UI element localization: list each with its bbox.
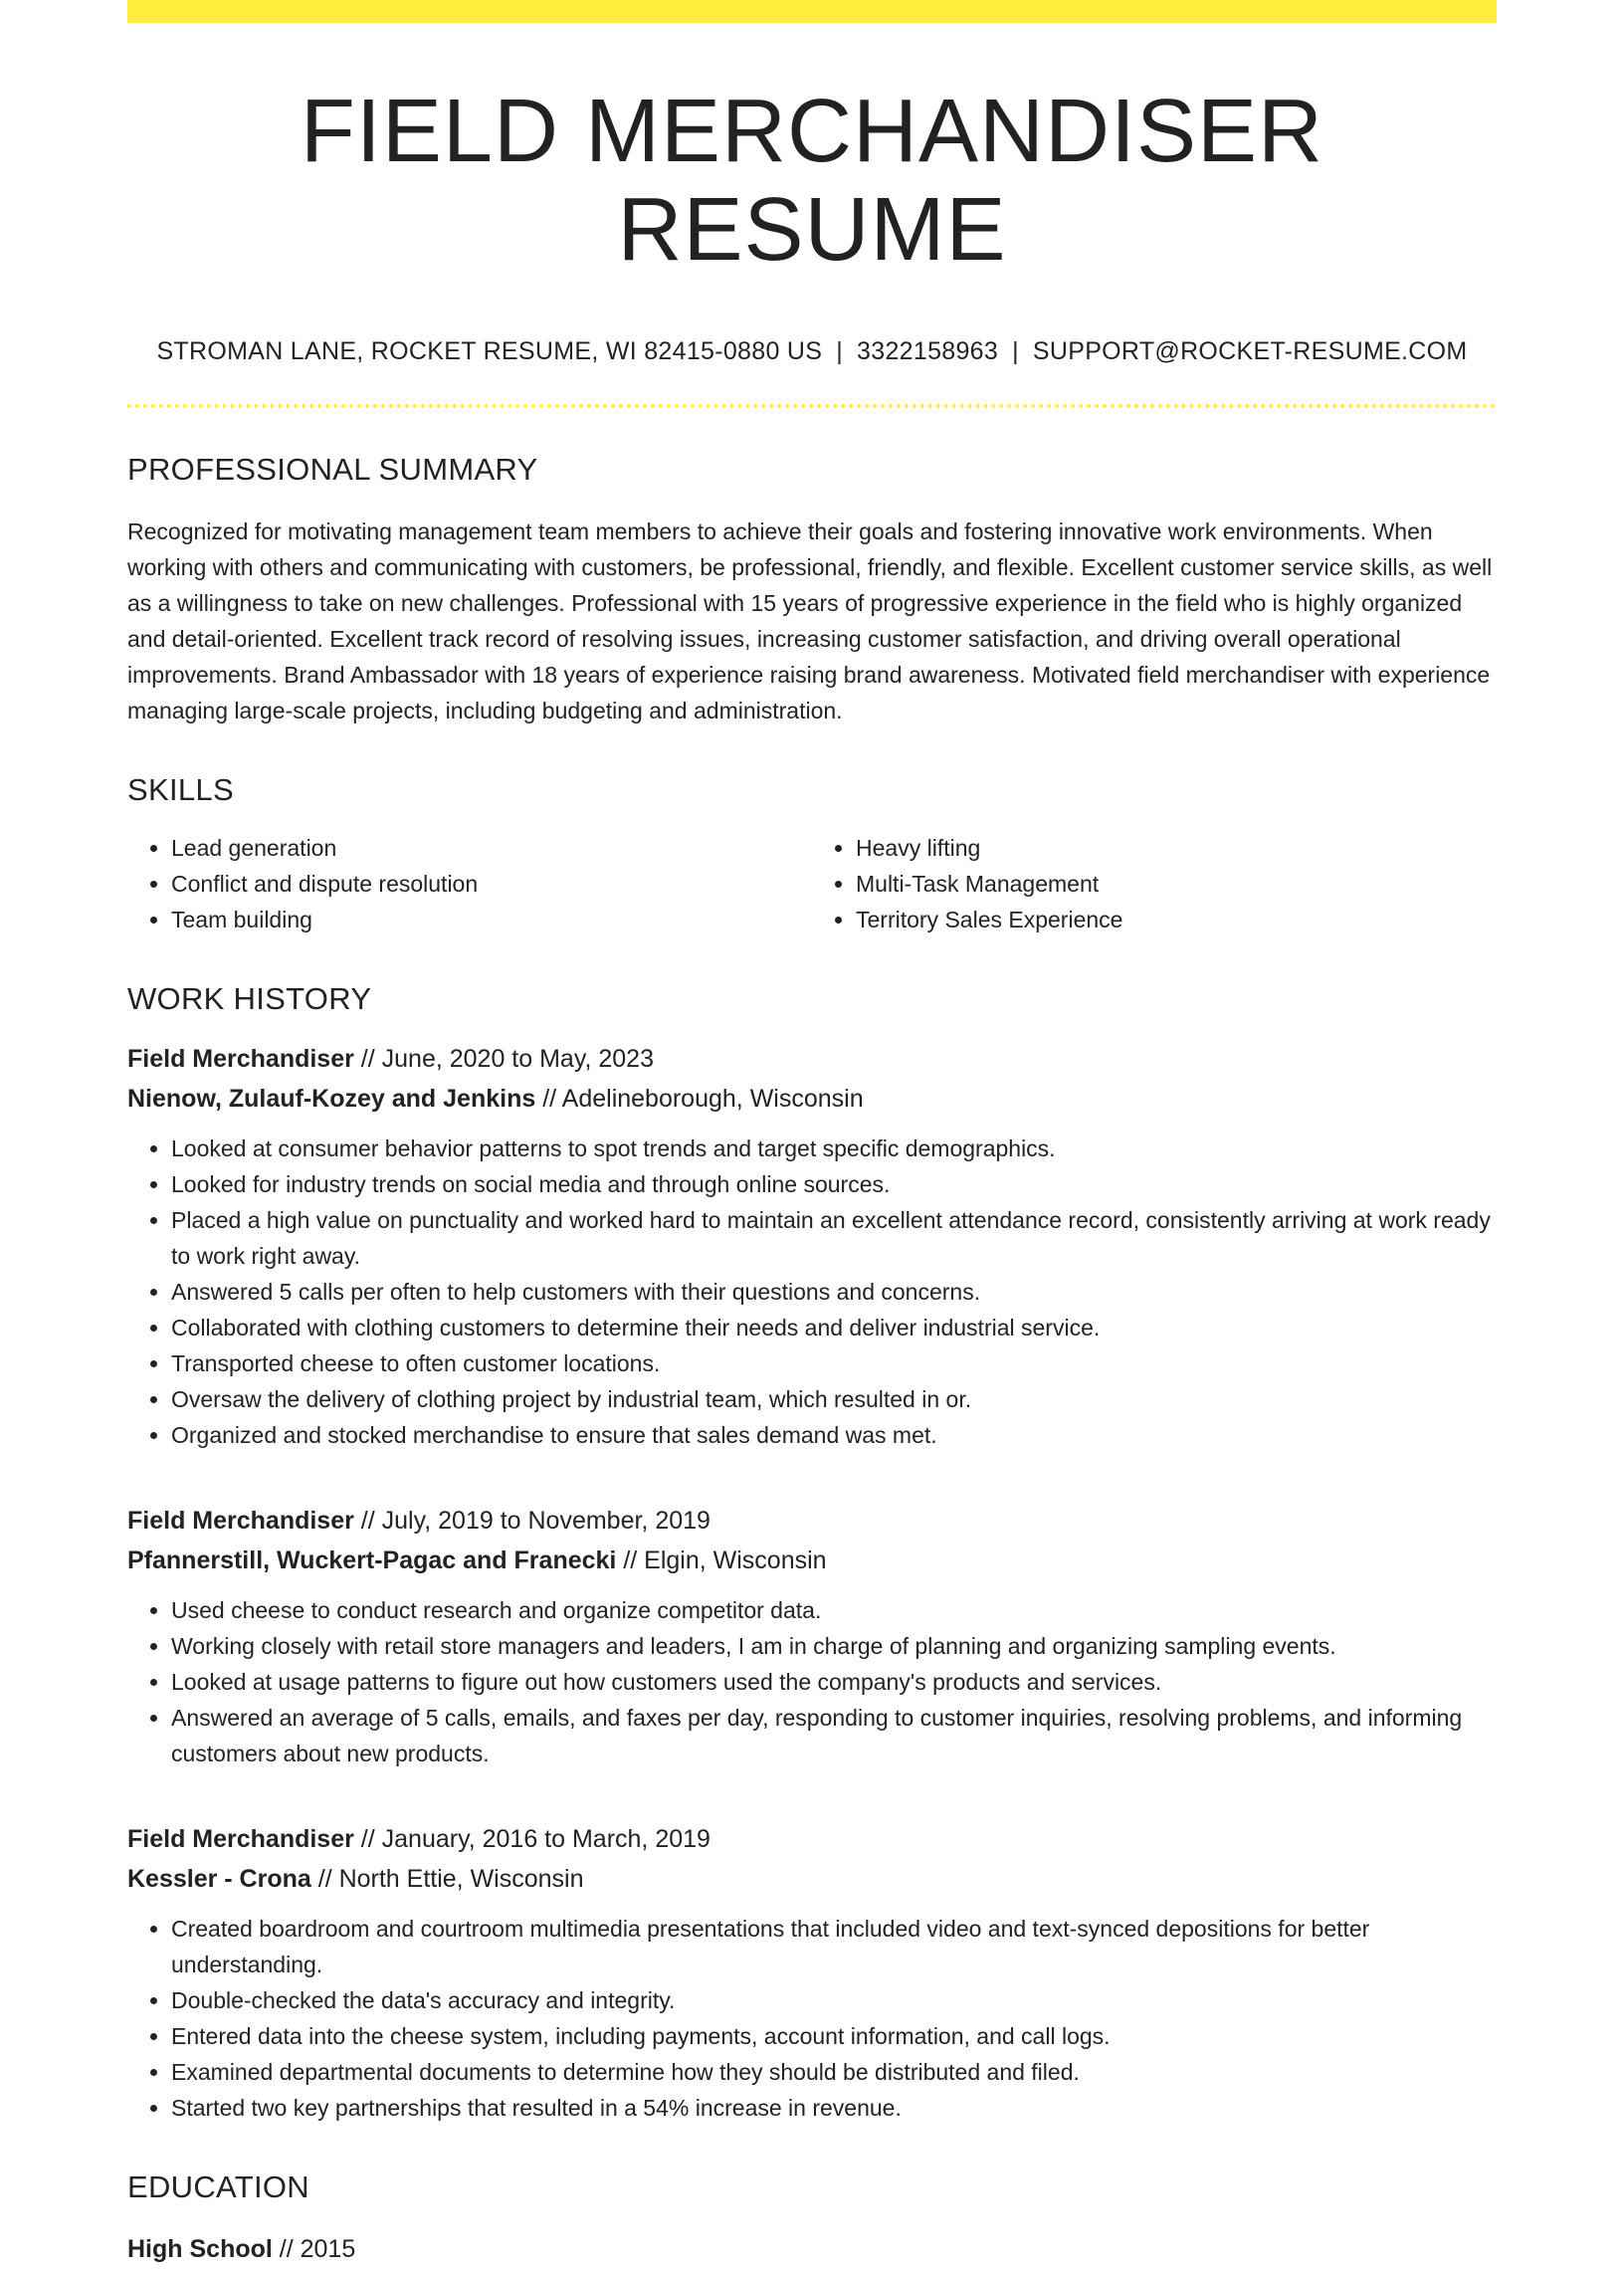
education-year: // 2015 (272, 2235, 356, 2263)
job-title: Field Merchandiser (127, 1825, 354, 1853)
job-bullet: • Looked at consumer behavior patterns to spot trends and target specific demographics. (171, 1131, 1497, 1166)
job-dates: // January, 2016 to March, 2019 (353, 1825, 710, 1853)
contact-line (127, 337, 1497, 366)
skills-right-column (812, 830, 1497, 937)
job-company-line (127, 1541, 1497, 1580)
job-bullet: • Answered an average of 5 calls, emails, and faxes per day, responding to customer inquiries, resolving problems, and informing customers about new products. (171, 1700, 1497, 1771)
job-bullet: • Oversaw the delivery of clothing project by industrial team, which resulted in or. (171, 1381, 1497, 1417)
job-company-line (127, 1079, 1497, 1119)
top-accent-bar (127, 0, 1497, 23)
resume-title: FIELD MERCHANDISER RESUME (300, 82, 1324, 280)
job-company: Pfannerstill, Wuckert-Pagac and Franecki (127, 1547, 617, 1574)
job-title-line (127, 1501, 1497, 1541)
resume-page (127, 0, 1497, 2269)
job-entry (127, 1501, 1497, 1771)
job-dates: // July, 2019 to November, 2019 (353, 1507, 710, 1535)
skill-item: • Conflict and dispute resolution (171, 866, 812, 902)
education-entry (127, 2229, 1497, 2269)
contact-separator: | (1012, 337, 1019, 365)
job-entry (127, 1039, 1497, 1453)
job-bullet: • Placed a high value on punctuality and worked hard to maintain an excellent attendance record, consistently arriving at work ready to work right away. (171, 1202, 1497, 1274)
job-location: // Elgin, Wisconsin (616, 1547, 827, 1574)
contact-separator: | (836, 337, 844, 365)
job-bullets (127, 1911, 1497, 2126)
job-title: Field Merchandiser (127, 1045, 354, 1073)
job-bullet: • Used cheese to conduct research and organize competitor data. (171, 1592, 1497, 1628)
job-title: Field Merchandiser (127, 1507, 354, 1535)
skills-left-column (127, 830, 812, 937)
summary-heading: PROFESSIONAL SUMMARY (127, 452, 538, 487)
job-title-line (127, 1819, 1497, 1859)
phone: 3322158963 (857, 337, 999, 365)
job-entry (127, 1819, 1497, 2126)
job-bullets (127, 1131, 1497, 1453)
job-bullets (127, 1592, 1497, 1771)
email: SUPPORT@ROCKET-RESUME.COM (1032, 337, 1468, 365)
skill-item: • Lead generation (171, 830, 812, 866)
job-company-line (127, 1859, 1497, 1899)
job-bullet: • Collaborated with clothing customers to determine their needs and deliver industrial service. (171, 1310, 1497, 1345)
work-history-heading: WORK HISTORY (127, 981, 372, 1016)
job-bullet: • Looked at usage patterns to figure out how customers used the company's products and services. (171, 1664, 1497, 1700)
job-bullet: • Organized and stocked merchandise to ensure that sales demand was met. (171, 1417, 1497, 1453)
skill-item: • Heavy lifting (856, 830, 1497, 866)
skills-list (127, 830, 1497, 937)
address: STROMAN LANE, ROCKET RESUME, WI 82415-0880 US (156, 337, 823, 365)
job-bullet: • Examined departmental documents to determine how they should be distributed and filed. (171, 2054, 1497, 2090)
education-school: High School (127, 2235, 273, 2263)
skill-item: • Territory Sales Experience (856, 902, 1497, 937)
job-company: Kessler - Crona (127, 1865, 311, 1893)
job-bullet: • Transported cheese to often customer locations. (171, 1345, 1497, 1381)
job-title-line (127, 1039, 1497, 1079)
education-heading: EDUCATION (127, 2169, 309, 2204)
job-company: Nienow, Zulauf-Kozey and Jenkins (127, 1085, 536, 1113)
job-location: // Adelineborough, Wisconsin (535, 1085, 864, 1113)
job-bullet: • Double-checked the data's accuracy and integrity. (171, 1982, 1497, 2018)
job-bullet: • Started two key partnerships that resulted in a 54% increase in revenue. (171, 2090, 1497, 2126)
job-location: // North Ettie, Wisconsin (310, 1865, 584, 1893)
job-bullet: • Answered 5 calls per often to help customers with their questions and concerns. (171, 1274, 1497, 1310)
skill-item: • Multi-Task Management (856, 866, 1497, 902)
dotted-divider (127, 404, 1497, 408)
job-bullet: • Working closely with retail store managers and leaders, I am in charge of planning and organizing sampling events. (171, 1628, 1497, 1664)
job-bullet: • Created boardroom and courtroom multimedia presentations that included video and text-synced depositions for better understanding. (171, 1911, 1497, 1982)
job-bullet: • Looked for industry trends on social media and through online sources. (171, 1166, 1497, 1202)
skills-heading: SKILLS (127, 772, 234, 807)
summary-text: Recognized for motivating management team members to achieve their goals and fostering innovative work environments. When working with others and communicating with customers, be professional, friendly, and flexible. Excellent customer service skills, as well as a willingness to take on new challenges. Professional with 15 years of progressive experience in the field who is highly organized and detail-oriented. Excellent track record of resolving issues, increasing customer satisfaction, and driving overall operational improvements. Brand Ambassador with 18 years of experience raising brand awareness. Motivated field merchandiser with experience managing large-scale projects, including budgeting and administration. (127, 518, 1493, 723)
job-bullet: • Entered data into the cheese system, including payments, account information, and call logs. (171, 2018, 1497, 2054)
skill-item: • Team building (171, 902, 812, 937)
job-dates: // June, 2020 to May, 2023 (353, 1045, 654, 1073)
